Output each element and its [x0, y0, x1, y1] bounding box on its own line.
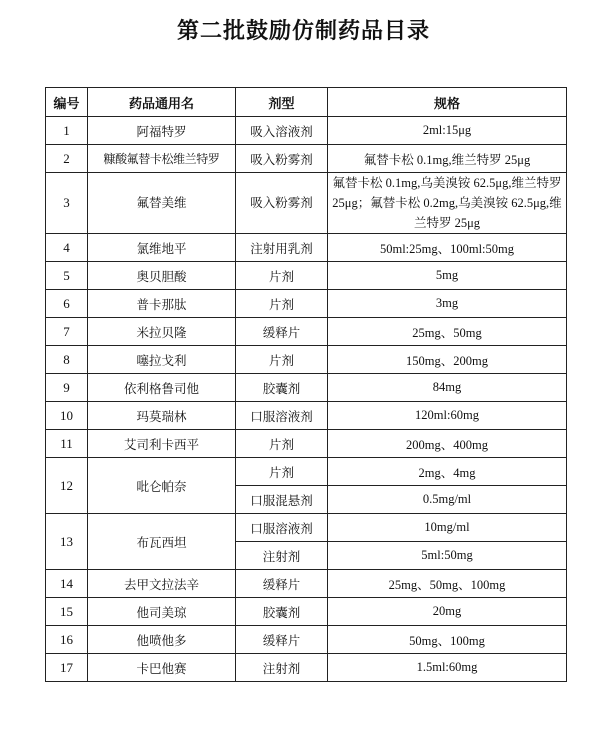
dosage-form: 胶囊剂: [236, 598, 328, 626]
specification: 氟替卡松 0.1mg,乌美溴铵 62.5μg,维兰特罗 25μg；氟替卡松 0.2mg,乌美溴铵 62.5μg,维兰特罗 25μg: [328, 173, 567, 234]
specification: 84mg: [328, 374, 567, 402]
drug-name: 玛莫瑞林: [88, 402, 236, 430]
specification: 200mg、400mg: [328, 430, 567, 458]
table-row: [46, 346, 567, 374]
specification: 25mg、50mg、100mg: [328, 570, 567, 598]
row-number: 17: [46, 654, 88, 682]
drug-name: 他司美琼: [88, 598, 236, 626]
table-row: [46, 598, 567, 626]
dosage-form: 缓释片: [236, 318, 328, 346]
table-row: [46, 514, 567, 542]
specification: 120ml:60mg: [328, 402, 567, 430]
table-row: [46, 290, 567, 318]
row-number: 4: [46, 234, 88, 262]
dosage-form: 片剂: [236, 290, 328, 318]
drug-name: 噻拉戈利: [88, 346, 236, 374]
table-row: [46, 262, 567, 290]
drug-table: [45, 87, 567, 682]
specification: 150mg、200mg: [328, 346, 567, 374]
dosage-form: 吸入溶液剂: [236, 117, 328, 145]
table-row: [46, 173, 567, 234]
row-number: 1: [46, 117, 88, 145]
specification: 5mg: [328, 262, 567, 290]
specification: 10mg/ml: [328, 514, 567, 542]
specification: 1.5ml:60mg: [328, 654, 567, 682]
drug-name: 氯维地平: [88, 234, 236, 262]
row-number: 13: [46, 514, 88, 570]
row-number: 16: [46, 626, 88, 654]
table-row: [46, 430, 567, 458]
drug-name: 去甲文拉法辛: [88, 570, 236, 598]
drug-name: 糠酸氟替卡松维兰特罗: [88, 145, 236, 173]
table-row: [46, 402, 567, 430]
table-row: [46, 570, 567, 598]
header-number: 编号: [46, 88, 88, 117]
row-number: 6: [46, 290, 88, 318]
specification: 2ml:15μg: [328, 117, 567, 145]
dosage-form: 片剂: [236, 346, 328, 374]
drug-name: 吡仑帕奈: [88, 458, 236, 514]
dosage-form: 缓释片: [236, 570, 328, 598]
row-number: 2: [46, 145, 88, 173]
row-number: 11: [46, 430, 88, 458]
drug-name: 米拉贝隆: [88, 318, 236, 346]
table-row: [46, 654, 567, 682]
row-number: 14: [46, 570, 88, 598]
table-row: [46, 318, 567, 346]
table-row: [46, 458, 567, 486]
table-row: [46, 374, 567, 402]
row-number: 9: [46, 374, 88, 402]
dosage-form: 吸入粉雾剂: [236, 173, 328, 234]
dosage-form: 胶囊剂: [236, 374, 328, 402]
specification: 2mg、4mg: [328, 458, 567, 486]
specification: 5ml:50mg: [328, 542, 567, 570]
row-number: 3: [46, 173, 88, 234]
dosage-form: 片剂: [236, 430, 328, 458]
row-number: 8: [46, 346, 88, 374]
specification: 氟替卡松 0.1mg,维兰特罗 25μg: [328, 145, 567, 173]
specification: 3mg: [328, 290, 567, 318]
drug-name: 艾司利卡西平: [88, 430, 236, 458]
drug-name: 氟替美维: [88, 173, 236, 234]
specification: 0.5mg/ml: [328, 486, 567, 514]
header-form: 剂型: [236, 88, 328, 117]
drug-name: 奥贝胆酸: [88, 262, 236, 290]
dosage-form: 口服混悬剂: [236, 486, 328, 514]
dosage-form: 片剂: [236, 458, 328, 486]
drug-name: 依利格鲁司他: [88, 374, 236, 402]
table-row: [46, 145, 567, 173]
dosage-form: 片剂: [236, 262, 328, 290]
drug-name: 阿福特罗: [88, 117, 236, 145]
drug-name: 普卡那肽: [88, 290, 236, 318]
header-name: 药品通用名: [88, 88, 236, 117]
table-row: [46, 626, 567, 654]
document-title: 第二批鼓励仿制药品目录: [176, 18, 430, 44]
header-spec: 规格: [328, 88, 567, 117]
row-number: 10: [46, 402, 88, 430]
row-number: 12: [46, 458, 88, 514]
drug-name: 布瓦西坦: [88, 514, 236, 570]
dosage-form: 吸入粉雾剂: [236, 145, 328, 173]
specification: 50ml:25mg、100ml:50mg: [328, 234, 567, 262]
drug-name: 他喷他多: [88, 626, 236, 654]
dosage-form: 注射剂: [236, 654, 328, 682]
dosage-form: 注射用乳剂: [236, 234, 328, 262]
dosage-form: 口服溶液剂: [236, 402, 328, 430]
specification: 50mg、100mg: [328, 626, 567, 654]
specification: 20mg: [328, 598, 567, 626]
table-header-row: [46, 88, 567, 117]
row-number: 5: [46, 262, 88, 290]
dosage-form: 注射剂: [236, 542, 328, 570]
dosage-form: 口服溶液剂: [236, 514, 328, 542]
specification: 25mg、50mg: [328, 318, 567, 346]
dosage-form: 缓释片: [236, 626, 328, 654]
row-number: 15: [46, 598, 88, 626]
drug-name: 卡巴他赛: [88, 654, 236, 682]
table-row: [46, 234, 567, 262]
table-row: [46, 117, 567, 145]
row-number: 7: [46, 318, 88, 346]
